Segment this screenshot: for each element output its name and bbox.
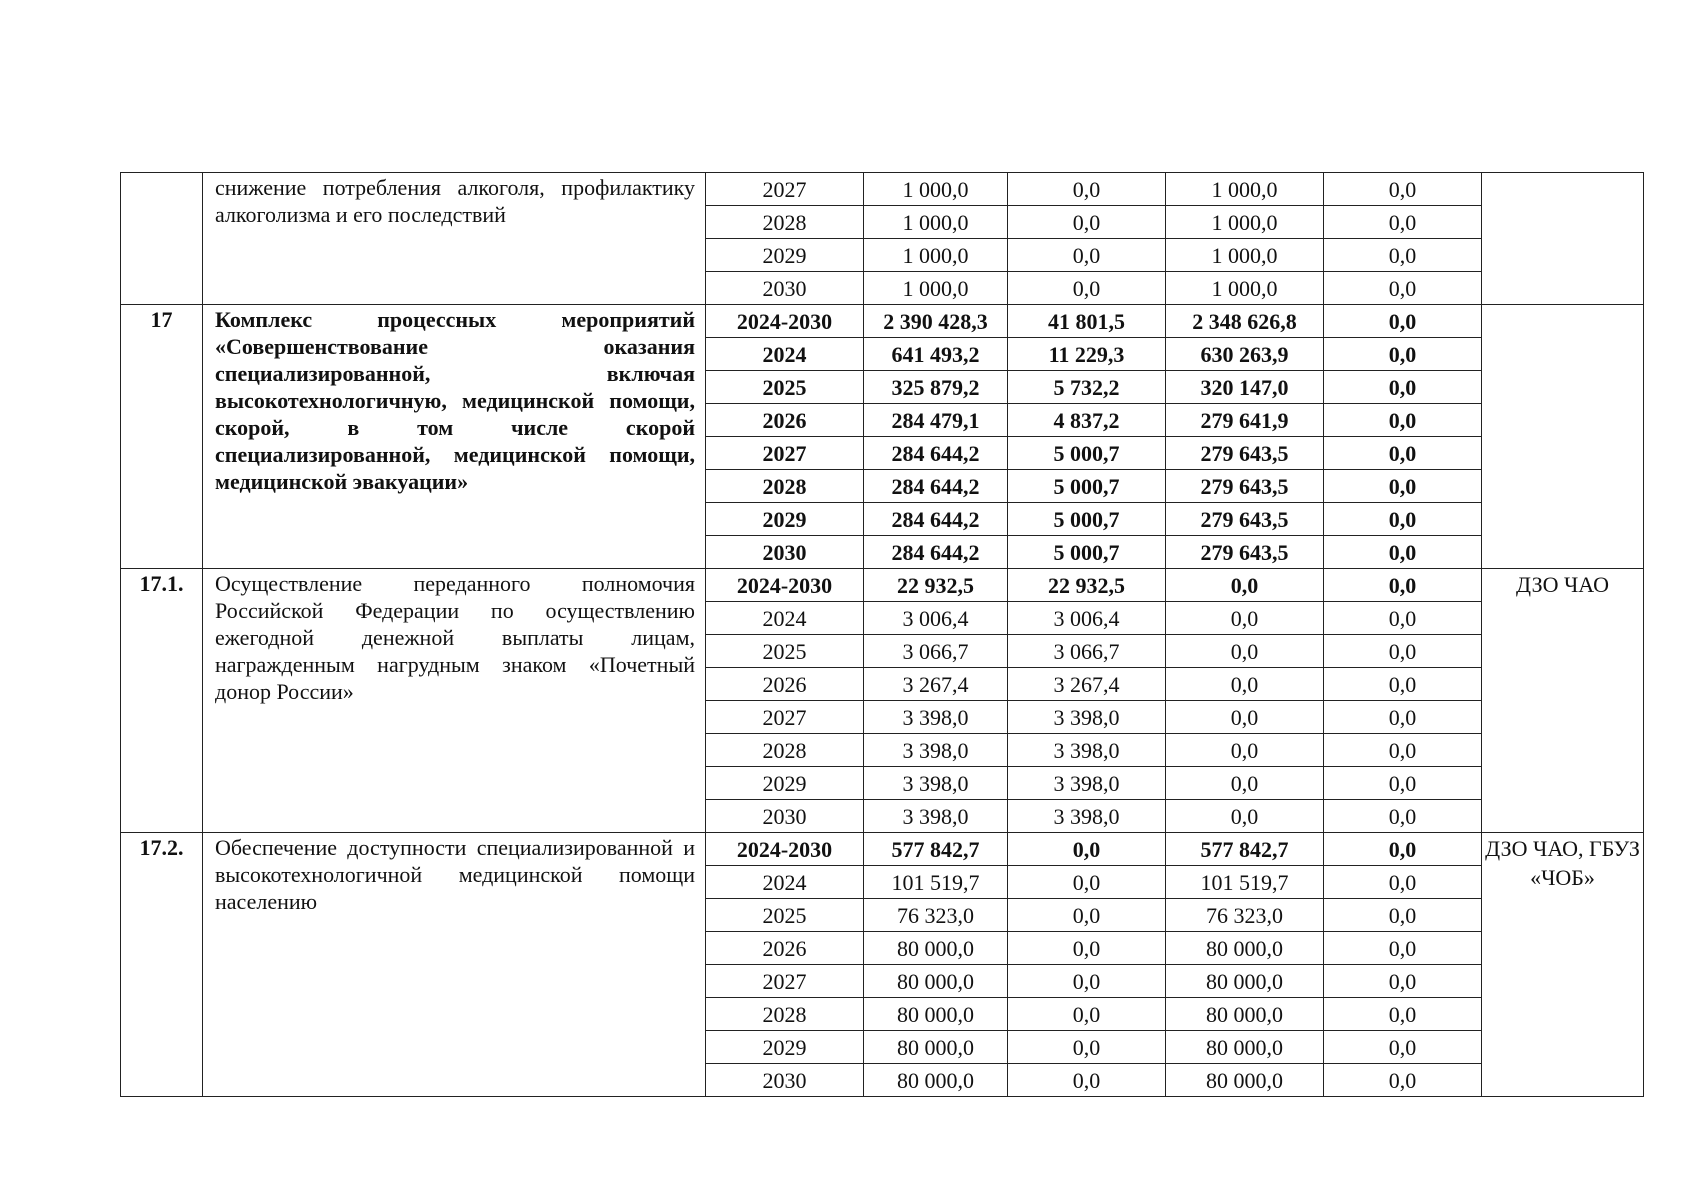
other-sources-cell: 0,0 xyxy=(1324,800,1482,833)
total-cell: 284 644,2 xyxy=(864,536,1008,569)
other-sources-cell: 0,0 xyxy=(1324,866,1482,899)
other-sources-cell: 0,0 xyxy=(1324,734,1482,767)
other-sources-cell: 0,0 xyxy=(1324,206,1482,239)
other-sources-cell: 0,0 xyxy=(1324,470,1482,503)
federal-budget-cell: 5 000,7 xyxy=(1008,470,1166,503)
other-sources-cell: 0,0 xyxy=(1324,701,1482,734)
regional-budget-cell: 279 643,5 xyxy=(1166,536,1324,569)
other-sources-cell: 0,0 xyxy=(1324,965,1482,998)
year-cell: 2024 xyxy=(706,866,864,899)
item-description: Комплекс процессных мероприятий «Совершенствование оказания специализированной, включая высокотехнологичную, медицинской помощи, скорой, в том числе скорой специализированной, медицинской помощи, медицинской эвакуации» xyxy=(203,305,706,569)
regional-budget-cell: 1 000,0 xyxy=(1166,173,1324,206)
year-cell: 2024 xyxy=(706,602,864,635)
total-cell: 284 644,2 xyxy=(864,503,1008,536)
year-cell: 2029 xyxy=(706,503,864,536)
year-cell: 2026 xyxy=(706,932,864,965)
total-cell: 1 000,0 xyxy=(864,239,1008,272)
year-cell: 2024-2030 xyxy=(706,569,864,602)
year-cell: 2024 xyxy=(706,338,864,371)
other-sources-cell: 0,0 xyxy=(1324,404,1482,437)
other-sources-cell: 0,0 xyxy=(1324,668,1482,701)
federal-budget-cell: 0,0 xyxy=(1008,899,1166,932)
regional-budget-cell: 0,0 xyxy=(1166,800,1324,833)
federal-budget-cell: 3 066,7 xyxy=(1008,635,1166,668)
regional-budget-cell: 279 643,5 xyxy=(1166,470,1324,503)
responsible-executor: ДЗО ЧАО, ГБУЗ «ЧОБ» xyxy=(1482,833,1644,1097)
other-sources-cell: 0,0 xyxy=(1324,899,1482,932)
other-sources-cell: 0,0 xyxy=(1324,272,1482,305)
federal-budget-cell: 3 398,0 xyxy=(1008,767,1166,800)
total-cell: 3 267,4 xyxy=(864,668,1008,701)
federal-budget-cell: 0,0 xyxy=(1008,272,1166,305)
federal-budget-cell: 3 398,0 xyxy=(1008,800,1166,833)
year-cell: 2028 xyxy=(706,206,864,239)
year-cell: 2027 xyxy=(706,701,864,734)
total-cell: 3 006,4 xyxy=(864,602,1008,635)
federal-budget-cell: 22 932,5 xyxy=(1008,569,1166,602)
table-body xyxy=(121,173,1644,1097)
year-cell: 2027 xyxy=(706,173,864,206)
other-sources-cell: 0,0 xyxy=(1324,569,1482,602)
year-cell: 2030 xyxy=(706,800,864,833)
regional-budget-cell: 2 348 626,8 xyxy=(1166,305,1324,338)
responsible-executor: ДЗО ЧАО xyxy=(1482,569,1644,833)
total-cell: 101 519,7 xyxy=(864,866,1008,899)
table-row xyxy=(121,569,1644,602)
federal-budget-cell: 0,0 xyxy=(1008,932,1166,965)
other-sources-cell: 0,0 xyxy=(1324,1031,1482,1064)
total-cell: 76 323,0 xyxy=(864,899,1008,932)
regional-budget-cell: 1 000,0 xyxy=(1166,206,1324,239)
total-cell: 80 000,0 xyxy=(864,998,1008,1031)
federal-budget-cell: 3 267,4 xyxy=(1008,668,1166,701)
other-sources-cell: 0,0 xyxy=(1324,338,1482,371)
regional-budget-cell: 76 323,0 xyxy=(1166,899,1324,932)
total-cell: 3 398,0 xyxy=(864,734,1008,767)
regional-budget-cell: 0,0 xyxy=(1166,602,1324,635)
year-cell: 2030 xyxy=(706,536,864,569)
year-cell: 2027 xyxy=(706,965,864,998)
item-number: 17 xyxy=(121,305,203,569)
total-cell: 1 000,0 xyxy=(864,272,1008,305)
federal-budget-cell: 0,0 xyxy=(1008,1064,1166,1097)
regional-budget-cell: 80 000,0 xyxy=(1166,1031,1324,1064)
year-cell: 2029 xyxy=(706,239,864,272)
regional-budget-cell: 279 643,5 xyxy=(1166,503,1324,536)
total-cell: 1 000,0 xyxy=(864,206,1008,239)
regional-budget-cell: 279 641,9 xyxy=(1166,404,1324,437)
year-cell: 2025 xyxy=(706,371,864,404)
item-description: Обеспечение доступности специализированной и высокотехнологичной медицинской помощи населению xyxy=(203,833,706,1097)
total-cell: 80 000,0 xyxy=(864,1031,1008,1064)
total-cell: 3 066,7 xyxy=(864,635,1008,668)
total-cell: 80 000,0 xyxy=(864,1064,1008,1097)
regional-budget-cell: 630 263,9 xyxy=(1166,338,1324,371)
federal-budget-cell: 0,0 xyxy=(1008,965,1166,998)
regional-budget-cell: 80 000,0 xyxy=(1166,932,1324,965)
total-cell: 325 879,2 xyxy=(864,371,1008,404)
other-sources-cell: 0,0 xyxy=(1324,767,1482,800)
federal-budget-cell: 0,0 xyxy=(1008,998,1166,1031)
year-cell: 2028 xyxy=(706,470,864,503)
other-sources-cell: 0,0 xyxy=(1324,1064,1482,1097)
total-cell: 1 000,0 xyxy=(864,173,1008,206)
item-number: 17.2. xyxy=(121,833,203,1097)
responsible-executor xyxy=(1482,173,1644,305)
year-cell: 2025 xyxy=(706,899,864,932)
federal-budget-cell: 3 398,0 xyxy=(1008,701,1166,734)
item-number: 17.1. xyxy=(121,569,203,833)
regional-budget-cell: 0,0 xyxy=(1166,734,1324,767)
federal-budget-cell: 3 398,0 xyxy=(1008,734,1166,767)
other-sources-cell: 0,0 xyxy=(1324,602,1482,635)
other-sources-cell: 0,0 xyxy=(1324,371,1482,404)
other-sources-cell: 0,0 xyxy=(1324,173,1482,206)
regional-budget-cell: 577 842,7 xyxy=(1166,833,1324,866)
total-cell: 284 479,1 xyxy=(864,404,1008,437)
total-cell: 284 644,2 xyxy=(864,470,1008,503)
federal-budget-cell: 0,0 xyxy=(1008,206,1166,239)
year-cell: 2024-2030 xyxy=(706,305,864,338)
regional-budget-cell: 0,0 xyxy=(1166,668,1324,701)
total-cell: 3 398,0 xyxy=(864,701,1008,734)
item-number xyxy=(121,173,203,305)
federal-budget-cell: 11 229,3 xyxy=(1008,338,1166,371)
table-row xyxy=(121,833,1644,866)
federal-budget-cell: 0,0 xyxy=(1008,239,1166,272)
regional-budget-cell: 320 147,0 xyxy=(1166,371,1324,404)
regional-budget-cell: 0,0 xyxy=(1166,767,1324,800)
federal-budget-cell: 4 837,2 xyxy=(1008,404,1166,437)
year-cell: 2027 xyxy=(706,437,864,470)
total-cell: 284 644,2 xyxy=(864,437,1008,470)
other-sources-cell: 0,0 xyxy=(1324,998,1482,1031)
federal-budget-cell: 5 000,7 xyxy=(1008,503,1166,536)
regional-budget-cell: 80 000,0 xyxy=(1166,998,1324,1031)
total-cell: 641 493,2 xyxy=(864,338,1008,371)
other-sources-cell: 0,0 xyxy=(1324,635,1482,668)
regional-budget-cell: 0,0 xyxy=(1166,569,1324,602)
other-sources-cell: 0,0 xyxy=(1324,437,1482,470)
federal-budget-cell: 41 801,5 xyxy=(1008,305,1166,338)
year-cell: 2028 xyxy=(706,734,864,767)
year-cell: 2026 xyxy=(706,668,864,701)
regional-budget-cell: 279 643,5 xyxy=(1166,437,1324,470)
regional-budget-cell: 0,0 xyxy=(1166,701,1324,734)
table-row xyxy=(121,173,1644,206)
year-cell: 2028 xyxy=(706,998,864,1031)
total-cell: 2 390 428,3 xyxy=(864,305,1008,338)
other-sources-cell: 0,0 xyxy=(1324,239,1482,272)
regional-budget-cell: 0,0 xyxy=(1166,635,1324,668)
budget-table xyxy=(120,172,1644,1097)
regional-budget-cell: 80 000,0 xyxy=(1166,1064,1324,1097)
year-cell: 2030 xyxy=(706,272,864,305)
year-cell: 2026 xyxy=(706,404,864,437)
regional-budget-cell: 80 000,0 xyxy=(1166,965,1324,998)
total-cell: 80 000,0 xyxy=(864,965,1008,998)
federal-budget-cell: 0,0 xyxy=(1008,833,1166,866)
federal-budget-cell: 3 006,4 xyxy=(1008,602,1166,635)
federal-budget-cell: 5 732,2 xyxy=(1008,371,1166,404)
other-sources-cell: 0,0 xyxy=(1324,833,1482,866)
item-description: Осуществление переданного полномочия Российской Федерации по осуществлению ежегодной денежной выплаты лицам, награжденным нагрудным знаком «Почетный донор России» xyxy=(203,569,706,833)
table-row xyxy=(121,305,1644,338)
item-description: снижение потребления алкоголя, профилактику алкоголизма и его последствий xyxy=(203,173,706,305)
total-cell: 3 398,0 xyxy=(864,800,1008,833)
regional-budget-cell: 101 519,7 xyxy=(1166,866,1324,899)
federal-budget-cell: 5 000,7 xyxy=(1008,437,1166,470)
responsible-executor xyxy=(1482,305,1644,569)
other-sources-cell: 0,0 xyxy=(1324,932,1482,965)
year-cell: 2029 xyxy=(706,767,864,800)
total-cell: 22 932,5 xyxy=(864,569,1008,602)
year-cell: 2029 xyxy=(706,1031,864,1064)
federal-budget-cell: 5 000,7 xyxy=(1008,536,1166,569)
total-cell: 80 000,0 xyxy=(864,932,1008,965)
other-sources-cell: 0,0 xyxy=(1324,305,1482,338)
other-sources-cell: 0,0 xyxy=(1324,503,1482,536)
year-cell: 2024-2030 xyxy=(706,833,864,866)
total-cell: 3 398,0 xyxy=(864,767,1008,800)
year-cell: 2030 xyxy=(706,1064,864,1097)
regional-budget-cell: 1 000,0 xyxy=(1166,239,1324,272)
other-sources-cell: 0,0 xyxy=(1324,536,1482,569)
year-cell: 2025 xyxy=(706,635,864,668)
federal-budget-cell: 0,0 xyxy=(1008,866,1166,899)
regional-budget-cell: 1 000,0 xyxy=(1166,272,1324,305)
federal-budget-cell: 0,0 xyxy=(1008,1031,1166,1064)
total-cell: 577 842,7 xyxy=(864,833,1008,866)
federal-budget-cell: 0,0 xyxy=(1008,173,1166,206)
